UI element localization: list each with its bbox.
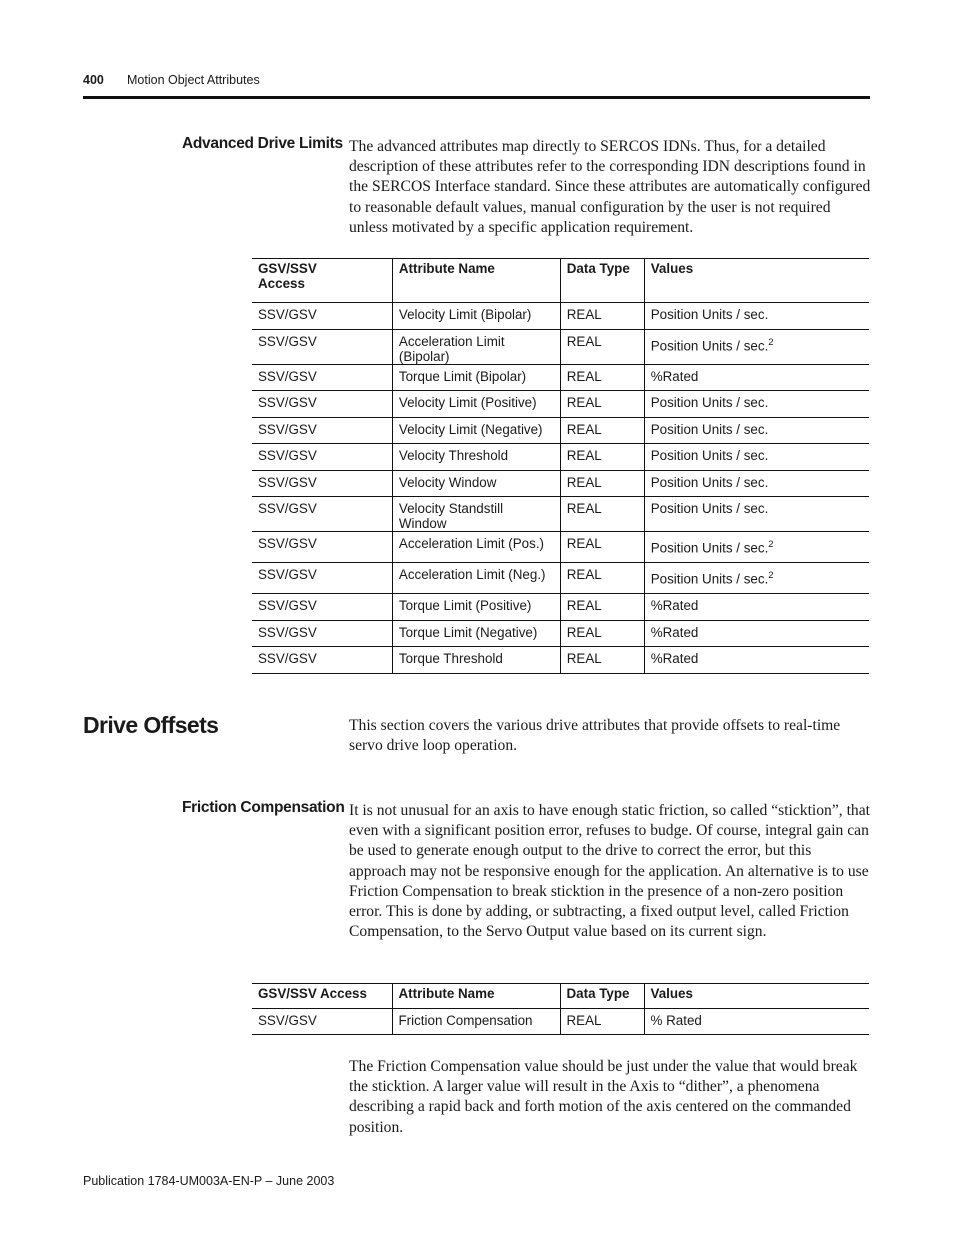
cell-values — [644, 391, 869, 418]
table-row — [252, 594, 869, 621]
value-text: Position Units / sec. — [650, 501, 769, 516]
cell-values — [644, 620, 869, 647]
cell-values — [644, 364, 869, 391]
value-text: Position Units / sec. — [650, 395, 769, 410]
table-row — [252, 563, 869, 594]
advanced-drive-limits-table-body — [252, 303, 869, 674]
cell-access: SSV/GSV — [252, 444, 392, 471]
table-row — [252, 532, 869, 563]
cell-attribute-name: Friction Compensation — [392, 1009, 560, 1035]
header-rule — [83, 96, 870, 99]
table-row — [252, 497, 869, 532]
publication-footer: Publication 1784-UM003A-EN-P – June 2003 — [83, 1174, 335, 1188]
cell-access: SSV/GSV — [252, 364, 392, 391]
value-text: %Rated — [650, 598, 699, 613]
cell-data-type: REAL — [560, 391, 644, 418]
cell-access: SSV/GSV — [252, 563, 392, 594]
cell-data-type: REAL — [560, 647, 644, 674]
column-header-values: Values — [644, 259, 869, 303]
cell-access: SSV/GSV — [252, 391, 392, 418]
table-row — [252, 620, 869, 647]
cell-values: % Rated — [644, 1009, 869, 1035]
cell-access: SSV/GSV — [252, 647, 392, 674]
value-text: Position Units / sec. — [650, 474, 769, 490]
cell-values — [644, 647, 869, 674]
cell-values — [644, 329, 869, 364]
cell-data-type: REAL — [560, 497, 644, 532]
value-text: %Rated — [650, 651, 699, 666]
value-text: %Rated — [650, 624, 699, 640]
cell-attribute-name: Torque Limit (Negative) — [392, 620, 560, 647]
drive-offsets-heading: Drive Offsets — [83, 712, 219, 738]
value-text: Position Units / sec. — [650, 337, 769, 353]
friction-compensation-paragraph: It is not unusual for an axis to have enough static friction, so called “sticktion”, that even with a significant position error, refuses to budge. Of course, integral gain can be used to generate enough output to the drive to correct the error, but this approach may not be responsive enough for the application. An alternative is to use Friction Compensation to break sticktion in the presence of a non-zero position error. This is done by adding, or subtracting, a fixed output level, called Friction Compensation, to the Servo Output value based on its current sign. — [349, 802, 870, 941]
value-text: Position Units / sec. — [650, 421, 769, 437]
cell-data-type: REAL — [560, 303, 644, 330]
column-header-access: GSV/SSV Access — [252, 984, 392, 1009]
cell-access: SSV/GSV — [252, 329, 392, 364]
cell-values — [644, 594, 869, 621]
cell-access: SSV/GSV — [252, 417, 392, 444]
cell-data-type: REAL — [560, 364, 644, 391]
column-header-attribute-name: Attribute Name — [392, 259, 560, 303]
cell-values — [644, 497, 869, 532]
column-header-attribute-name: Attribute Name — [392, 984, 560, 1009]
value-text: Position Units / sec. — [650, 571, 769, 587]
table-row — [252, 417, 869, 444]
cell-access: SSV/GSV — [252, 497, 392, 532]
cell-attribute-name: Torque Limit (Positive) — [392, 594, 560, 621]
cell-attribute-name: Velocity Limit (Positive) — [392, 391, 560, 418]
friction-compensation-table — [252, 983, 869, 1035]
running-title: Motion Object Attributes — [127, 73, 260, 87]
cell-data-type: REAL — [560, 417, 644, 444]
cell-attribute-name: Velocity Limit (Bipolar) — [392, 303, 560, 330]
cell-access: SSV/GSV — [252, 620, 392, 647]
table-row — [252, 470, 869, 497]
friction-compensation-heading: Friction Compensation — [182, 799, 345, 816]
cell-data-type: REAL — [560, 620, 644, 647]
cell-access: SSV/GSV — [252, 532, 392, 563]
cell-values — [644, 417, 869, 444]
cell-values — [644, 563, 869, 594]
cell-attribute-name: Velocity Limit (Negative) — [392, 417, 560, 444]
table-row — [252, 391, 869, 418]
cell-values — [644, 303, 869, 330]
friction-compensation-note-paragraph: The Friction Compensation value should be just under the value that would break the sticktion. A larger value will result in the Axis to “dither”, a phenomena describing a rapid back and forth motion of the axis centered on the commanded position. — [349, 1058, 858, 1136]
table-row — [252, 647, 869, 674]
cell-data-type: REAL — [560, 470, 644, 497]
cell-access: SSV/GSV — [252, 594, 392, 621]
table-row — [252, 364, 869, 391]
cell-attribute-name: Velocity Window — [392, 470, 560, 497]
cell-attribute-name: Torque Limit (Bipolar) — [392, 364, 560, 391]
cell-access: SSV/GSV — [252, 303, 392, 330]
drive-offsets-paragraph: This section covers the various drive attributes that provide offsets to real-time servo drive loop operation. — [349, 717, 841, 755]
cell-values — [644, 444, 869, 471]
cell-attribute-name: Velocity Threshold — [392, 444, 560, 471]
footnote-superscript: 2 — [768, 570, 774, 581]
cell-access: SSV/GSV — [252, 1009, 392, 1035]
footnote-superscript: 2 — [768, 539, 774, 550]
advanced-drive-limits-table — [252, 258, 869, 674]
cell-data-type: REAL — [560, 444, 644, 471]
cell-data-type: REAL — [560, 532, 644, 563]
cell-data-type: REAL — [560, 1009, 644, 1035]
cell-data-type: REAL — [560, 329, 644, 364]
advanced-drive-limits-paragraph: The advanced attributes map directly to SERCOS IDNs. Thus, for a detailed description of these attributes refer to the corresponding IDN descriptions found in the SERCOS Interface standard. Since these attributes are automatically configured to reasonable default values, manual configuration by the user is not required unless motivated by a specific application requirement. — [349, 138, 871, 236]
table-row — [252, 329, 869, 364]
cell-data-type: REAL — [560, 594, 644, 621]
value-text: Position Units / sec. — [650, 448, 769, 463]
footnote-superscript: 2 — [768, 336, 774, 348]
cell-values — [644, 470, 869, 497]
cell-attribute-name: Acceleration Limit (Pos.) — [392, 532, 560, 563]
cell-attribute-name: Acceleration Limit (Neg.) — [392, 563, 560, 594]
cell-attribute-name: Acceleration Limit (Bipolar) — [392, 329, 560, 364]
page-number: 400 — [83, 73, 104, 87]
value-text: %Rated — [650, 368, 699, 384]
column-header-data-type: Data Type — [560, 984, 644, 1009]
table-row — [252, 444, 869, 471]
table-row — [252, 303, 869, 330]
value-text: Position Units / sec. — [650, 307, 769, 322]
column-header-data-type: Data Type — [560, 259, 644, 303]
cell-attribute-name: Torque Threshold — [392, 647, 560, 674]
cell-values — [644, 532, 869, 563]
table-row — [252, 1009, 869, 1035]
value-text: Position Units / sec. — [650, 540, 769, 556]
cell-data-type: REAL — [560, 563, 644, 594]
cell-access: SSV/GSV — [252, 470, 392, 497]
column-header-values: Values — [644, 984, 869, 1009]
advanced-drive-limits-heading: Advanced Drive Limits — [182, 135, 343, 152]
column-header-access: GSV/SSV Access — [252, 259, 392, 303]
cell-attribute-name: Velocity Standstill Window — [392, 497, 560, 532]
